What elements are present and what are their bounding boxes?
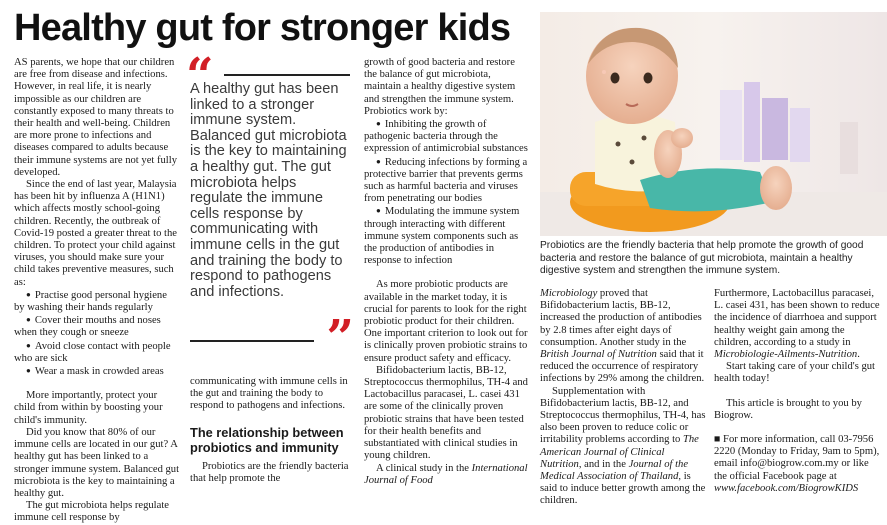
paragraph: As more probiotic products are available in the market today, it is crucial for parents to look for the right probiotic product for their children. One important criterion to look out for is clinically proven probiotic strains to ensure product safety and efficacy. — [364, 279, 528, 364]
paragraph: Did you know that 80% of our immune cells are located in our gut? A healthy gut has been linked to a stronger immune system. Balanced gut microbiota is the key to maintaining a healthy gut. — [14, 426, 180, 499]
paragraph — [364, 463, 530, 487]
bullet-item: ● Avoid close contact with people who are sick — [14, 340, 180, 365]
paragraph — [714, 288, 880, 361]
text-run: Furthermore, Lactobacillus paracasei, L. casei 431, has been shown to reduce the incidence of diarrhoea and support healthy weight gain among the children, according to a study in — [714, 288, 880, 348]
bullet-item: ● Modulating the immune system through interacting with different immune system components such as the production of antibodies in response to infection — [364, 205, 530, 267]
journal-name: The American Journal of Clinical Nutrition — [540, 434, 699, 470]
article-column-1 — [14, 57, 180, 525]
photo-child-on-potty — [540, 12, 887, 236]
paragraph: Bifidobacterium lactis, BB-12, Streptococcus thermophilus, TH-4 and Lactobacillus paracasei, L. casei 431 are some of the clinically proven probiotic strains that have been tested for their health benefits and substantiated with clinical studies in young children. — [364, 364, 528, 462]
journal-name: International Journal of Food — [364, 462, 528, 486]
contact-info — [714, 434, 880, 495]
journal-name: British Journal of Nutrition — [540, 349, 657, 361]
text-run: said that it reduced the occurrence of respiratory infections by 29% among the children. — [540, 349, 705, 385]
paragraph: AS parents, we hope that our children are free from disease and infections. However, in real life, it is nearly impossible as our children are constantly exposed to many threats to their health and well-being. Children are more prone to infections and diseases compared to adults because their immune systems are not yet fully developed. — [14, 57, 177, 178]
bullet-item: ● Practise good personal hygiene by washing their hands regularly — [14, 289, 180, 314]
photo-caption: Probiotics are the friendly bacteria that help promote the growth of good bacteria and restore the balance of gut microbiota, maintain a healthy digestive system and strengthen the immune system. — [540, 240, 864, 277]
article-column-5 — [714, 288, 880, 495]
bullet-item: ● Wear a mask in crowded areas — [14, 365, 180, 378]
section-subheading: The relationship between probiotics and immunity — [190, 424, 344, 455]
paragraph: growth of good bacteria and restore the balance of gut microbiota, maintain a healthy digestive system and strengthen the immune system. Probiotics work by: — [364, 57, 516, 117]
paragraph: Since the end of last year, Malaysia has been hit by influenza A (H1N1) which affects mostly school-going children. Recently, the outbreak of Covid-19 posted a greater threat to the children. To protect your child against viruses, you should make sure your child takes preventive measures, such as: — [14, 179, 177, 288]
paragraph: Start taking care of your child's gut health today! — [714, 361, 876, 385]
open-quote-icon: “ — [186, 48, 214, 104]
journal-name: Microbiologie-Ailments-Nutrition — [714, 349, 858, 361]
paragraph: This article is brought to you by Biogrow. — [714, 397, 862, 421]
article-column-2 — [190, 376, 350, 485]
text-run: A clinical study in the — [376, 462, 469, 474]
close-quote-icon: ” — [326, 310, 354, 366]
journal-name: Microbiology — [540, 288, 598, 299]
article-column-3 — [364, 57, 530, 487]
paragraph — [540, 288, 706, 386]
facebook-link[interactable]: www.facebook.com/BiogrowKIDS — [714, 482, 859, 494]
pull-quote-text: A healthy gut has been linked to a stronger immune system. Balanced gut microbiota is the key to maintaining a healthy gut. The gut microbiota helps regulate the immune cells response by communicating with immune cells in the gut and training the body to respond to pathogens and infections. — [190, 81, 347, 300]
text-run: , and in the — [578, 458, 629, 470]
paragraph: The gut microbiota helps regulate immune cell response by — [14, 500, 169, 524]
paragraph: More importantly, protect your child from within by boosting your child's immunity. — [14, 390, 163, 426]
text-run: , is said to induce better growth among the children. — [540, 471, 706, 507]
text-run: Supplementation with Bifidobacterium lactis, BB-12, and Streptococcus thermophilus, TH-4, has also been proven to reduce colic or irritability problems according to — [540, 385, 706, 446]
text-run: . — [857, 349, 860, 361]
bullet-item: ● Cover their mouths and noses when they cough or sneeze — [14, 314, 180, 339]
photo-illustration — [540, 12, 887, 236]
bullet-item: ● Inhibiting the growth of pathogenic bacteria through the expression of antimicrobial substances — [364, 118, 530, 156]
text-run: proved that Bifidobacterium lactis, BB-12, increased the production of antibodies by 2.8 times after eight days of consumption. Another study in the — [540, 288, 702, 348]
paragraph: communicating with immune cells in the gut and training the body to respond to pathogens and infections. — [190, 376, 348, 412]
bullet-item: ● Reducing infections by forming a protective barrier that prevents germs such as harmful bacteria and viruses from penetrating our bodies — [364, 156, 530, 206]
pull-quote — [186, 48, 358, 366]
paragraph: Probiotics are the friendly bacteria that help promote the — [190, 460, 349, 484]
article-column-4 — [540, 288, 706, 508]
divider — [224, 74, 350, 76]
divider — [190, 340, 314, 342]
journal-name: Journal of the Medical Association of Thailand — [540, 458, 689, 483]
headline: Healthy gut for stronger kids — [14, 7, 511, 49]
text-run: ■ For more information, call 03-7956 2220 (Monday to Friday, 9am to 5pm), email info@biogrow.com.my or like the official Facebook page at — [714, 434, 880, 482]
paragraph — [540, 386, 706, 508]
